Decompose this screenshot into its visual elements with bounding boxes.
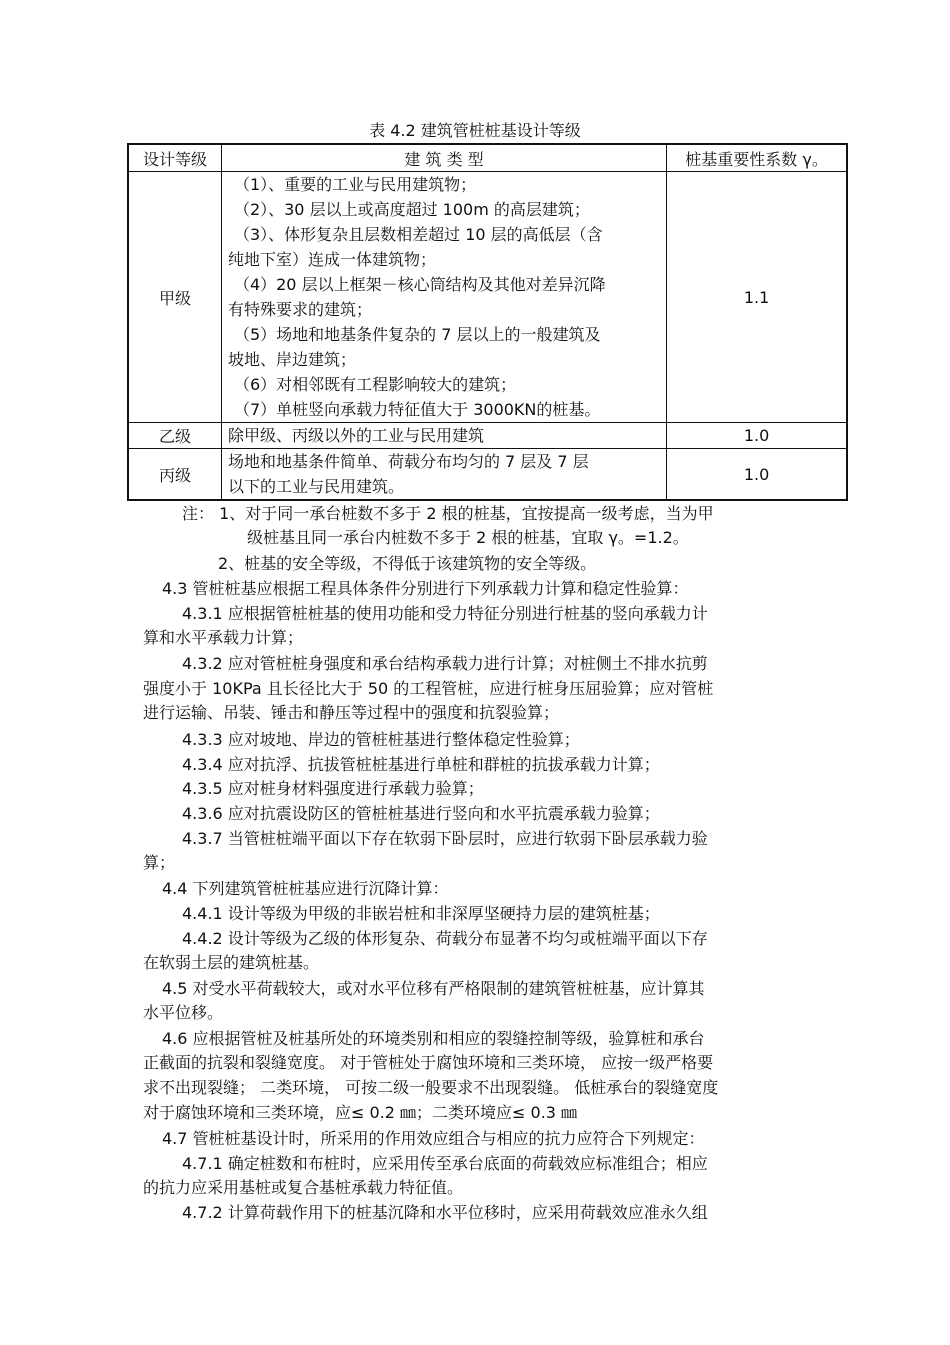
section-heading: 4.6 应根据管桩及桩基所处的环境类别和相应的裂缝控制等级，验算桩和承台 bbox=[162, 1029, 705, 1048]
paragraph-line: 4.3.5 应对桩身材料强度进行承载力验算； bbox=[182, 779, 484, 798]
paragraph-line: 在软弱土层的建筑桩基。 bbox=[143, 953, 320, 972]
paragraph-line: 4.3.2 应对管桩桩身强度和承台结构承载力进行计算；对桩侧土不排水抗剪 bbox=[182, 654, 708, 673]
section-heading: 4.3 管桩桩基应根据工程具体条件分别进行下列承载力计算和稳定性验算： bbox=[162, 579, 689, 598]
section-heading: 4.7 管桩桩基设计时，所采用的作用效应组合与相应的抗力应符合下列规定： bbox=[162, 1129, 705, 1148]
paragraph-line: 4.7.2 计算荷载作用下的桩基沉降和水平位移时，应采用荷载效应准永久组 bbox=[182, 1203, 708, 1222]
table-row-grade-b bbox=[128, 423, 847, 449]
section-heading: 4.4 下列建筑管桩桩基应进行沉降计算： bbox=[162, 879, 449, 898]
grade-cell: 丙级 bbox=[128, 449, 221, 501]
type-line: 除甲级、丙级以外的工业与民用建筑 bbox=[227, 426, 484, 445]
paragraph-line: 4.3.4 应对抗浮、抗拔管桩桩基进行单桩和群桩的抗拔承载力计算； bbox=[182, 755, 660, 774]
factor-cell: 1.0 bbox=[667, 423, 847, 449]
building-type-cell bbox=[221, 172, 666, 423]
paragraph-line: 的抗力应采用基桩或复合基桩承载力特征值。 bbox=[143, 1178, 464, 1197]
header-importance-factor: 桩基重要性系数 γ。 bbox=[667, 144, 847, 172]
factor-cell: 1.0 bbox=[667, 449, 847, 501]
type-line: （7）单桩竖向承载力特征值大于 3000KN的桩基。 bbox=[233, 400, 601, 419]
type-line: 以下的工业与民用建筑。 bbox=[227, 477, 404, 496]
type-line: （6）对相邻既有工程影响较大的建筑； bbox=[233, 375, 517, 394]
building-type-cell bbox=[221, 423, 666, 449]
paragraph-line: 强度小于 10KPa 且长径比大于 50 的工程管桩，应进行桩身压屈验算；应对管桩 bbox=[143, 679, 714, 698]
type-line: （5）场地和地基条件复杂的 7 层以上的一般建筑及 bbox=[233, 325, 601, 344]
table-row-grade-a bbox=[128, 172, 847, 423]
note-line: 2、桩基的安全等级，不得低于该建筑物的安全等级。 bbox=[218, 554, 597, 573]
paragraph-line: 4.4.2 设计等级为乙级的体形复杂、荷载分布显著不均匀或桩端平面以下存 bbox=[182, 929, 708, 948]
type-line: （2）、30 层以上或高度超过 100m 的高层建筑； bbox=[233, 200, 590, 219]
paragraph-line: 算； bbox=[143, 853, 176, 872]
grade-cell: 乙级 bbox=[128, 423, 221, 449]
note-line: 级桩基且同一承台内桩数不多于 2 根的桩基，宜取 γ。=1.2。 bbox=[247, 528, 689, 547]
paragraph-line: 求不出现裂缝； 二类环境， 可按二级一般要求不出现裂缝。 低桩承台的裂缝宽度 bbox=[143, 1078, 719, 1097]
paragraph-line: 正截面的抗裂和裂缝宽度。 对于管桩处于腐蚀环境和三类环境， 应按一级严格要 bbox=[143, 1053, 714, 1072]
table-caption: 表 4.2 建筑管桩桩基设计等级 bbox=[369, 121, 581, 140]
design-grade-table bbox=[127, 143, 848, 501]
type-line: 有特殊要求的建筑； bbox=[227, 300, 372, 319]
paragraph-line: 4.3.6 应对抗震设防区的管桩桩基进行竖向和水平抗震承载力验算； bbox=[182, 804, 660, 823]
paragraph-line: 4.3.3 应对坡地、岸边的管桩桩基进行整体稳定性验算； bbox=[182, 730, 580, 749]
type-line: 纯地下室）连成一体建筑物； bbox=[227, 250, 436, 269]
paragraph-line: 4.3.7 当管桩桩端平面以下存在软弱下卧层时，应进行软弱下卧层承载力验 bbox=[182, 829, 708, 848]
paragraph-line: 4.4.1 设计等级为甲级的非嵌岩桩和非深厚坚硬持力层的建筑桩基； bbox=[182, 904, 660, 923]
type-line: 场地和地基条件简单、荷载分布均匀的 7 层及 7 层 bbox=[227, 452, 589, 471]
type-line: （3）、体形复杂且层数相差超过 10 层的高低层（含 bbox=[233, 225, 603, 244]
type-line: （4）20 层以上框架－核心筒结构及其他对差异沉降 bbox=[233, 275, 606, 294]
factor-cell: 1.1 bbox=[667, 172, 847, 423]
paragraph-line: 4.3.1 应根据管桩桩基的使用功能和受力特征分别进行桩基的竖向承载力计 bbox=[182, 604, 708, 623]
type-line: （1）、重要的工业与民用建筑物； bbox=[233, 175, 477, 194]
header-building-type: 建 筑 类 型 bbox=[221, 144, 666, 172]
paragraph-line: 4.7.1 确定桩数和布桩时，应采用传至承台底面的荷载效应标准组合；相应 bbox=[182, 1154, 708, 1173]
paragraph-line: 对于腐蚀环境和三类环境，应≤ 0.2 ㎜；二类环境应≤ 0.3 ㎜ bbox=[143, 1103, 578, 1122]
note-line: 注： 1、对于同一承台桩数不多于 2 根的桩基，宜按提高一级考虑，当为甲 bbox=[182, 504, 714, 523]
grade-cell: 甲级 bbox=[128, 172, 221, 423]
type-line: 坡地、岸边建筑； bbox=[227, 350, 356, 369]
section-heading: 4.5 对受水平荷载较大，或对水平位移有严格限制的建筑管桩桩基，应计算其 bbox=[162, 979, 705, 998]
paragraph-line: 水平位移。 bbox=[143, 1003, 224, 1022]
paragraph-line: 算和水平承载力计算； bbox=[143, 628, 304, 647]
building-type-cell bbox=[221, 449, 666, 501]
table-header-row bbox=[128, 144, 847, 172]
paragraph-line: 进行运输、吊装、锤击和静压等过程中的强度和抗裂验算； bbox=[143, 703, 560, 722]
table-row-grade-c bbox=[128, 449, 847, 501]
header-grade: 设计等级 bbox=[128, 144, 221, 172]
